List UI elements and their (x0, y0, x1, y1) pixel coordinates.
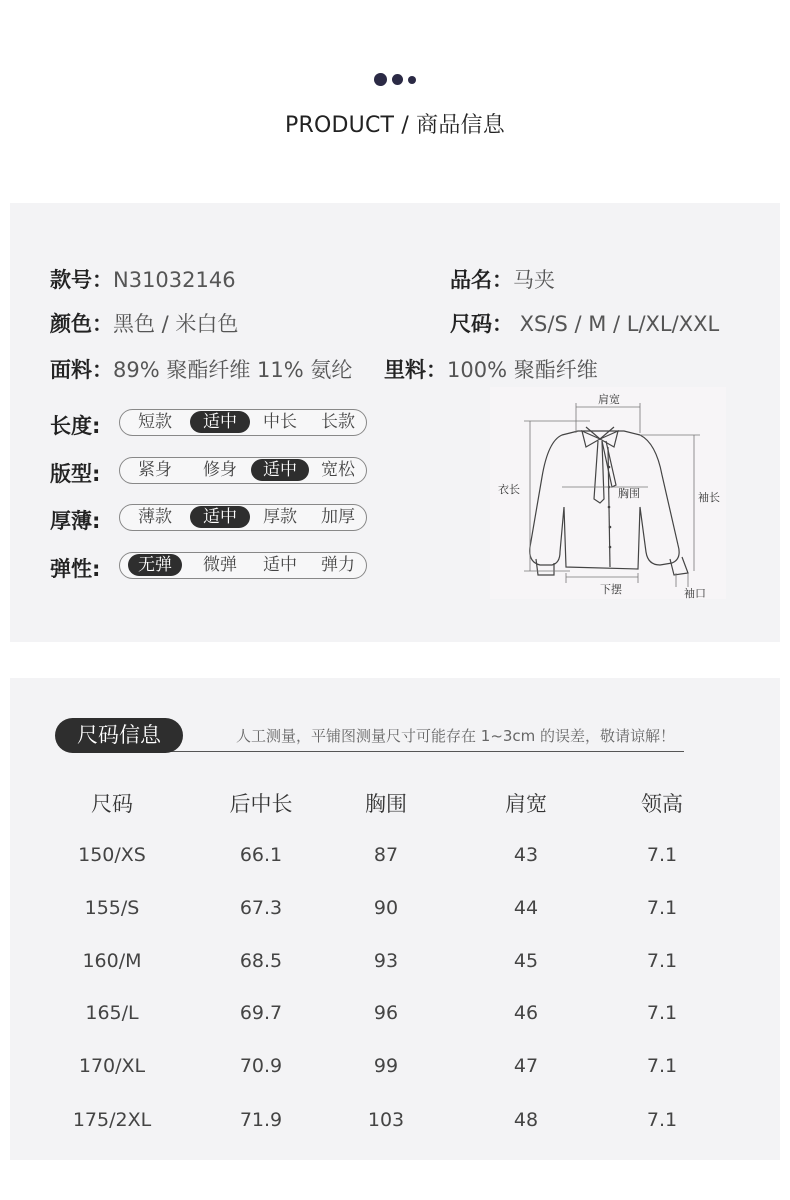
table-cell: 93 (373, 950, 399, 972)
table-cell: 7.1 (646, 1109, 678, 1131)
table-cell: 165/L (85, 1002, 139, 1024)
attr-option: 弹力 (321, 555, 355, 575)
attr-option-selected: 适中 (251, 459, 309, 481)
attr-option-selected: 适中 (190, 411, 250, 433)
attr-length-scale (119, 409, 367, 436)
table-cell: 170/XL (78, 1055, 146, 1077)
table-cell: 7.1 (646, 844, 678, 866)
table-header-cell: 胸围 (365, 792, 407, 816)
table-cell: 7.1 (646, 1055, 678, 1077)
table-cell: 43 (513, 844, 539, 866)
table-cell: 66.1 (239, 844, 283, 866)
diagram-length-label: 衣长 (498, 483, 520, 496)
table-cell: 7.1 (646, 950, 678, 972)
measurement-disclaimer: 人工测量，平铺图测量尺寸可能存在 1~3cm 的误差，敬请谅解！ (236, 727, 676, 745)
attr-option: 紧身 (138, 460, 172, 480)
table-cell: 70.9 (239, 1055, 283, 1077)
table-cell: 160/M (82, 950, 142, 972)
attr-option: 长款 (321, 412, 355, 432)
table-cell: 71.9 (239, 1109, 283, 1131)
table-cell: 68.5 (239, 950, 283, 972)
attr-option: 中长 (263, 412, 297, 432)
table-cell: 155/S (84, 897, 140, 919)
attr-option: 薄款 (138, 507, 172, 527)
size-chart-panel (10, 678, 780, 1160)
attr-option-selected: 适中 (190, 506, 250, 528)
attr-thickness-label: 厚薄: (50, 509, 101, 533)
attr-option: 短款 (138, 412, 172, 432)
product-name: 品名：马夹 (450, 268, 555, 292)
table-header-cell: 后中长 (229, 792, 293, 816)
attr-thickness-scale (119, 504, 367, 531)
size-info-tag: 尺码信息 (55, 718, 183, 753)
table-cell: 67.3 (239, 897, 283, 919)
table-cell: 150/XS (78, 844, 146, 866)
attr-option: 适中 (263, 555, 297, 575)
table-header-cell: 肩宽 (505, 792, 547, 816)
table-cell: 90 (373, 897, 399, 919)
diagram-chest-label: 胸围 (618, 487, 640, 500)
table-header-cell: 领高 (641, 792, 683, 816)
diagram-hem-label: 下摆 (600, 583, 622, 596)
product-lining: 里料：100% 聚酯纤维 (384, 358, 598, 382)
attr-option: 厚款 (263, 507, 297, 527)
style-number: 款号：N31032146 (50, 268, 236, 292)
table-cell: 87 (373, 844, 399, 866)
table-header-cell: 尺码 (91, 792, 133, 816)
attr-option-selected: 无弹 (128, 554, 182, 576)
product-info-panel (10, 203, 780, 642)
attr-fit-scale (119, 457, 367, 484)
attr-option: 微弹 (203, 555, 237, 575)
table-cell: 44 (513, 897, 539, 919)
product-size: 尺码： XS/S / M / L/XL/XXL (450, 312, 720, 336)
garment-measurement-diagram (490, 387, 726, 599)
attr-fit-label: 版型: (50, 462, 101, 486)
attr-elasticity-label: 弹性: (50, 557, 101, 581)
page-title: PRODUCT / 商品信息 (285, 113, 505, 138)
attr-option: 宽松 (321, 460, 355, 480)
product-fabric: 面料：89% 聚酯纤维 11% 氨纶 (50, 358, 353, 382)
product-color: 颜色：黑色 / 米白色 (50, 312, 239, 336)
diagram-shoulder-label: 肩宽 (598, 393, 620, 406)
table-cell: 48 (513, 1109, 539, 1131)
diagram-sleeve-label: 袖长 (698, 491, 720, 504)
table-cell: 7.1 (646, 1002, 678, 1024)
attr-option: 修身 (203, 460, 237, 480)
attr-elasticity-scale (119, 552, 367, 579)
attr-option: 加厚 (321, 507, 355, 527)
table-cell: 46 (513, 1002, 539, 1024)
table-cell: 69.7 (239, 1002, 283, 1024)
table-cell: 175/2XL (72, 1109, 152, 1131)
table-cell: 7.1 (646, 897, 678, 919)
blouse-sketch (490, 387, 726, 599)
table-cell: 45 (513, 950, 539, 972)
table-cell: 47 (513, 1055, 539, 1077)
table-cell: 103 (367, 1109, 405, 1131)
diagram-cuff-label: 袖口 (684, 587, 706, 599)
attr-length-label: 长度: (50, 414, 101, 438)
table-cell: 96 (373, 1002, 399, 1024)
table-cell: 99 (373, 1055, 399, 1077)
